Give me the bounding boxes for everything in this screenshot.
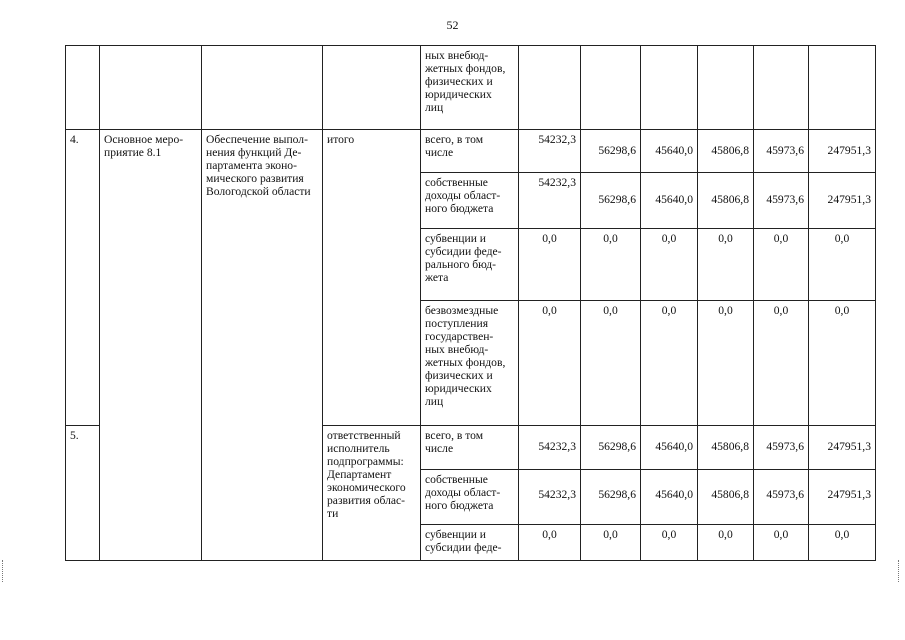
value-cell <box>698 46 754 130</box>
index-cell: 5. <box>66 426 100 561</box>
value-cell: 0,0 <box>641 525 698 561</box>
funding-source-cell: безвозмездные поступления государствен- ных внебюд- жетных фондов, физических и юридических лиц <box>421 301 519 426</box>
value-cell: 45806,8 <box>698 130 754 173</box>
funding-source-cell: субвенции и субсидии феде- <box>421 525 519 561</box>
value-cell: 45973,6 <box>754 470 809 525</box>
value-cell: 0,0 <box>581 229 641 301</box>
table-row <box>66 46 876 130</box>
funding-source-cell: ных внебюд- жетных фондов, физических и юридических лиц <box>421 46 519 130</box>
value-cell: 0,0 <box>698 229 754 301</box>
value-cell: 45973,6 <box>754 173 809 229</box>
value-cell: 0,0 <box>809 229 876 301</box>
value-cell: 45640,0 <box>641 173 698 229</box>
value-cell: 45973,6 <box>754 426 809 470</box>
budget-table <box>65 45 876 561</box>
value-cell: 247951,3 <box>809 426 876 470</box>
value-cell: 56298,6 <box>581 426 641 470</box>
value-cell: 54232,3 <box>519 130 581 173</box>
value-cell: 56298,6 <box>581 470 641 525</box>
page-number: 52 <box>446 18 459 32</box>
executor-cell: итого <box>323 130 421 426</box>
event-cell: Основное меро- приятие 8.1 <box>100 130 202 561</box>
value-cell: 0,0 <box>698 525 754 561</box>
value-cell: 0,0 <box>809 525 876 561</box>
executor-cell: ответственный исполнитель подпрограммы: Департамент экономического развития облас- ти <box>323 426 421 561</box>
event-cell <box>100 46 202 130</box>
funding-source-cell: всего, в том числе <box>421 426 519 470</box>
value-cell <box>754 46 809 130</box>
value-cell: 45806,8 <box>698 426 754 470</box>
executor-cell <box>323 46 421 130</box>
value-cell: 0,0 <box>754 525 809 561</box>
value-cell: 45640,0 <box>641 130 698 173</box>
value-cell: 247951,3 <box>809 173 876 229</box>
value-cell: 45640,0 <box>641 470 698 525</box>
value-cell: 45806,8 <box>698 173 754 229</box>
right-edge-mark <box>898 560 902 582</box>
value-cell: 45640,0 <box>641 426 698 470</box>
value-cell: 0,0 <box>754 229 809 301</box>
value-cell: 0,0 <box>581 301 641 426</box>
value-cell <box>581 46 641 130</box>
index-cell <box>66 46 100 130</box>
value-cell <box>809 46 876 130</box>
value-cell: 45973,6 <box>754 130 809 173</box>
value-cell: 54232,3 <box>519 173 581 229</box>
value-cell: 0,0 <box>519 525 581 561</box>
funding-source-cell: субвенции и субсидии феде- рального бюд- жета <box>421 229 519 301</box>
funding-source-cell: собственные доходы област- ного бюджета <box>421 470 519 525</box>
value-cell: 56298,6 <box>581 130 641 173</box>
value-cell: 45806,8 <box>698 470 754 525</box>
value-cell: 0,0 <box>519 301 581 426</box>
funding-source-cell: собственные доходы област- ного бюджета <box>421 173 519 229</box>
value-cell: 0,0 <box>641 229 698 301</box>
value-cell: 0,0 <box>698 301 754 426</box>
value-cell: 0,0 <box>754 301 809 426</box>
index-cell: 4. <box>66 130 100 426</box>
funding-source-cell: всего, в том числе <box>421 130 519 173</box>
description-cell: Обеспечение выпол- нения функций Де- партамента эконо- мического развития Вологодской области <box>202 130 323 561</box>
value-cell: 0,0 <box>581 525 641 561</box>
value-cell: 247951,3 <box>809 130 876 173</box>
description-cell <box>202 46 323 130</box>
value-cell <box>519 46 581 130</box>
value-cell: 54232,3 <box>519 470 581 525</box>
value-cell: 0,0 <box>641 301 698 426</box>
value-cell <box>641 46 698 130</box>
value-cell: 0,0 <box>809 301 876 426</box>
value-cell: 54232,3 <box>519 426 581 470</box>
value-cell: 56298,6 <box>581 173 641 229</box>
table-row <box>66 130 876 173</box>
value-cell: 0,0 <box>519 229 581 301</box>
left-edge-mark <box>2 560 6 582</box>
value-cell: 247951,3 <box>809 470 876 525</box>
